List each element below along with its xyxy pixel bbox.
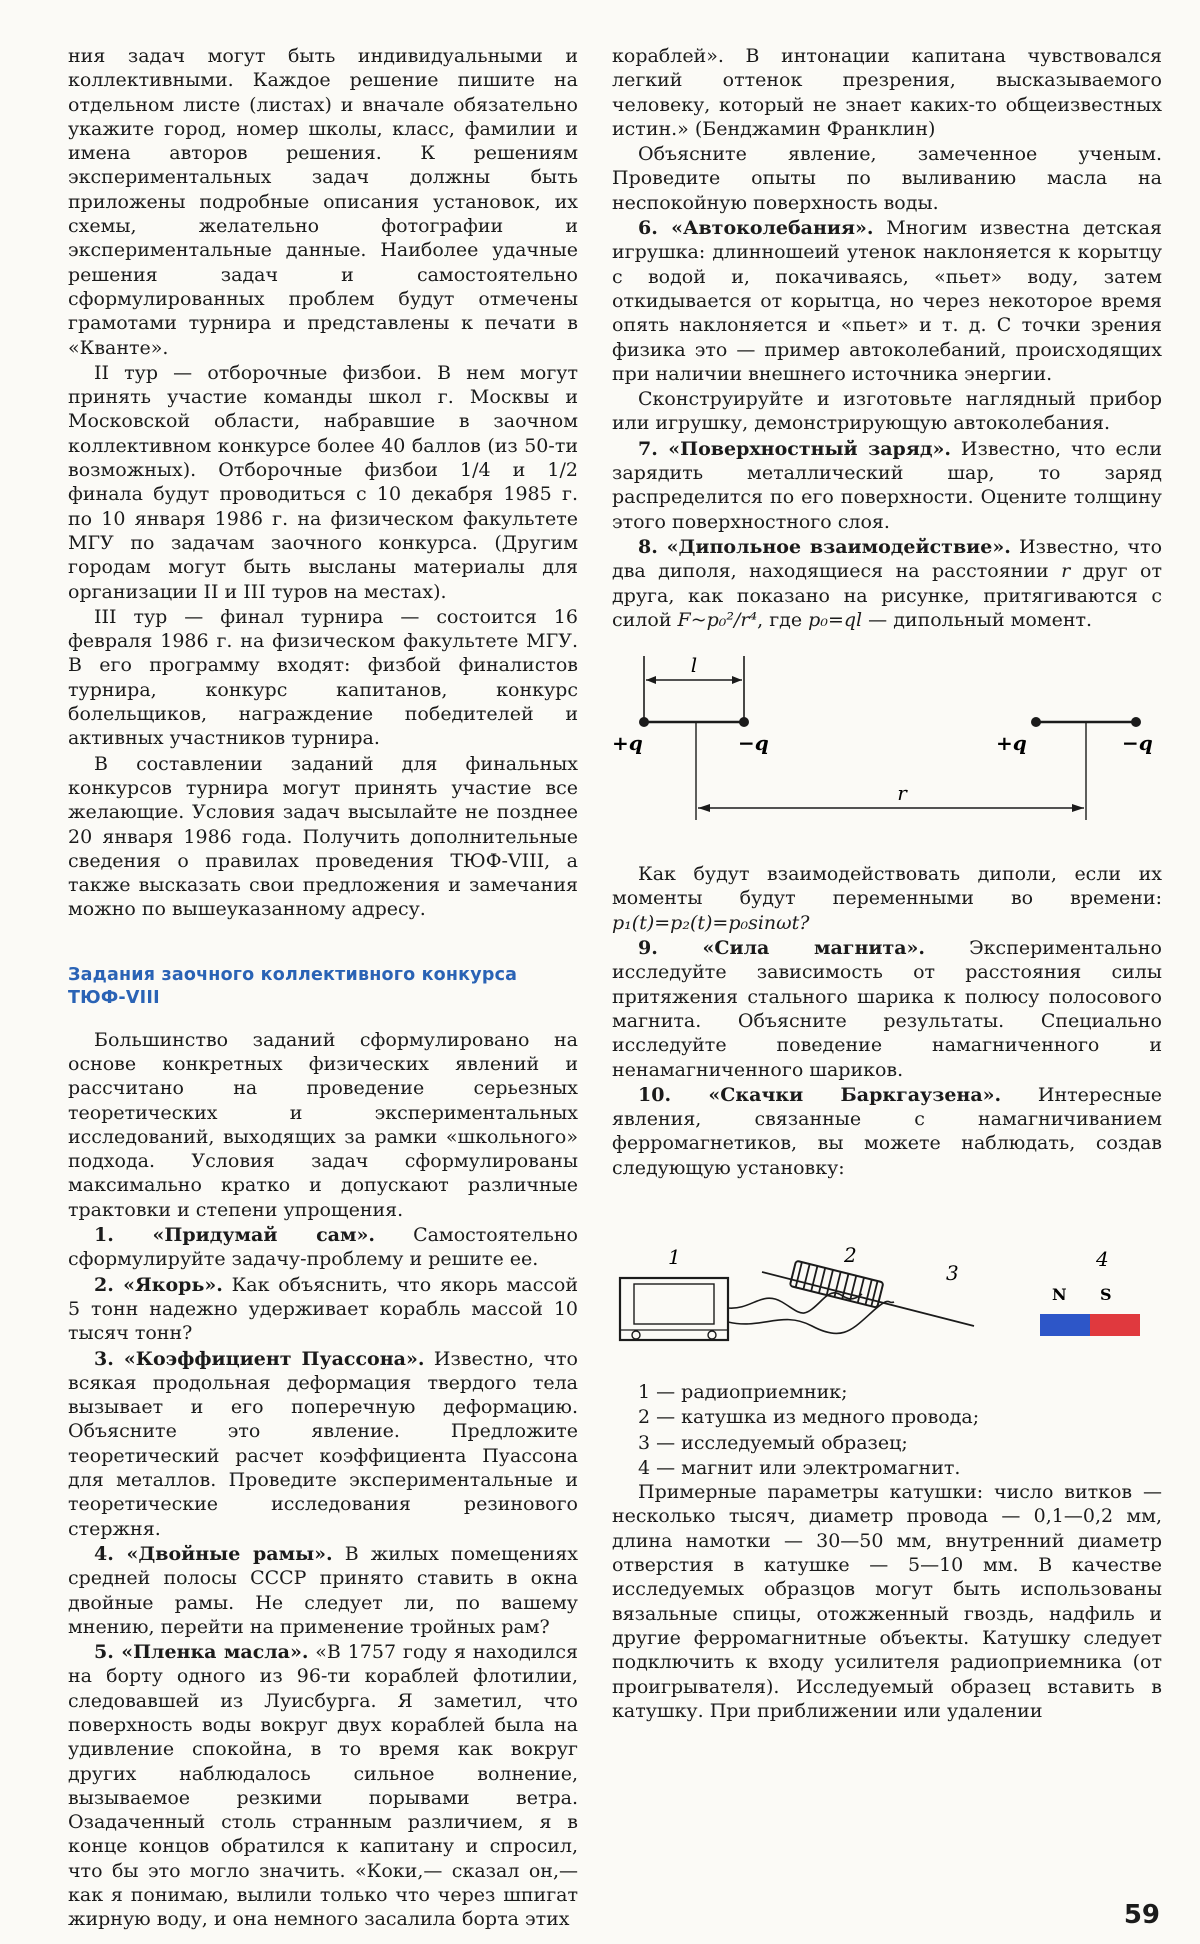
left-column bbox=[68, 44, 578, 1932]
dipole-diagram bbox=[612, 642, 1162, 862]
barkhausen-setup-diagram bbox=[612, 1190, 1162, 1380]
wire-upper bbox=[728, 1293, 862, 1313]
paragraph-coil-params: Примерные параметры катушки: число витков — несколько тысяч, диаметр провода — 0,1—0,2 мм, длина намотки — 30—50 мм, внутренний диаметр отверстия в катушке — 5—10 мм. В качестве исследуемых образцов могут быть использованы вязальные спицы, отожженный гвоздь, надфиль и другие ферромагнитные объекты. Катушку следует подключить к входу усилителя радиоприемника (от проигрывателя). Исследуемый образец вставить в катушку. При приближении или удалении bbox=[612, 1481, 1162, 1722]
sample-needle bbox=[762, 1272, 974, 1326]
task-9-text: Экспериментально исследуйте зависимость от расстояния силы притяжения стального шарика к полюсу полосового магнита. Объясните результаты. Специально исследуйте поведение намагниченного и ненамагниченного шариков. bbox=[612, 937, 1162, 1081]
radio-panel bbox=[634, 1284, 714, 1324]
task-1 bbox=[68, 1223, 578, 1272]
task-8-text-c: , где bbox=[757, 608, 803, 631]
arrow-head bbox=[698, 804, 710, 812]
task-10-title: 10. «Скачки Баркгаузена». bbox=[638, 1083, 1002, 1106]
charge-minus-2 bbox=[1131, 717, 1141, 727]
page-number: 59 bbox=[1123, 1900, 1160, 1930]
coil-turn bbox=[811, 1266, 817, 1291]
task-7-title: 7. «Поверхностный заряд». bbox=[638, 437, 952, 460]
label-plus-q-2: +q bbox=[996, 731, 1027, 756]
legend-item: 3 — исследуемый образец; bbox=[638, 1431, 908, 1454]
radio-knob-right bbox=[708, 1331, 716, 1339]
task-8-text-b: друг от друга, как показано на рисунке, притягиваются с силой bbox=[612, 560, 1162, 631]
task-8-formula-time: p₁(t)=p₂(t)=p₀sinωt? bbox=[612, 911, 810, 934]
task-9 bbox=[612, 936, 1162, 1082]
task-6 bbox=[612, 216, 1162, 386]
charge-plus-2 bbox=[1031, 717, 1041, 727]
task-3-title: 3. «Коэффициент Пуассона». bbox=[94, 1347, 425, 1370]
right-column bbox=[612, 44, 1162, 1723]
paragraph-round-3: III тур — финал турнира — состоится 16 февраля 1986 г. на физическом факультете МГУ. В его программу входят: физбой финалистов турнира, конкурс капитанов, конкурс болельщиков, награждение победителей и активных участников турнира. bbox=[68, 605, 578, 750]
label-4: 4 bbox=[1096, 1246, 1109, 1271]
label-l: l bbox=[690, 653, 698, 678]
coil-turn bbox=[858, 1278, 864, 1303]
legend-item: 1 — радиоприемник; bbox=[638, 1380, 848, 1403]
task-3-text: Известно, что всякая продольная деформация твердого тела вызывает и его поперечную деформацию. Объясните это явление. Предложите теоретический расчет коэффициента Пуассона для металлов. Проведите экспериментальные и теоретические исследования резинового стержня. bbox=[68, 1347, 578, 1540]
task-8-var-r: r bbox=[1061, 560, 1071, 583]
task-10 bbox=[612, 1083, 1162, 1180]
charge-plus-1 bbox=[639, 717, 649, 727]
bar-magnet bbox=[1040, 1285, 1140, 1336]
task-8-continued bbox=[612, 862, 1162, 935]
section-heading: Задания заочного коллективного конкурса ТЮФ-VIII bbox=[68, 964, 518, 1008]
paragraph-quote-end: кораблей». В интонации капитана чувствовался легкий оттенок презрения, высказываемого человеку, который не знает каких-то общеизвестных истин.» (Бенджамин Франклин) bbox=[612, 45, 1162, 140]
label-1: 1 bbox=[668, 1244, 681, 1269]
legend-item: 2 — катушка из медного провода; bbox=[638, 1406, 980, 1429]
magnet-label-n: N bbox=[1052, 1284, 1067, 1304]
label-minus-q-1: −q bbox=[738, 731, 769, 756]
radio-receiver bbox=[620, 1278, 728, 1340]
task-9-title: 9. «Сила магнита». bbox=[638, 937, 926, 960]
copper-coil bbox=[790, 1261, 884, 1308]
task-8-text-a: Известно, что два диполя, находящиеся на расстоянии bbox=[612, 535, 1163, 583]
task-8-formula-moment: p₀=ql bbox=[808, 608, 863, 631]
task-2-title: 2. «Якорь». bbox=[94, 1273, 223, 1296]
label-3: 3 bbox=[946, 1260, 959, 1285]
dipole-figure bbox=[612, 642, 1162, 862]
task-8-title: 8. «Дипольное взаимодействие». bbox=[638, 535, 1011, 558]
task-8-text-d: — дипольный момент. bbox=[868, 608, 1093, 631]
magnet-label-s: S bbox=[1100, 1284, 1112, 1304]
task-10-text: Интересные явления, связанные с намагничиванием ферромагнетиков, вы можете наблюдать, создав следующую установку: bbox=[612, 1083, 1162, 1179]
coil-turn bbox=[850, 1276, 856, 1301]
task-7-text: Известно, что если зарядить металлический шар, то заряд распределится по его поверхности. Оцените толщину этого поверхностного слоя. bbox=[612, 437, 1162, 533]
arrow-head bbox=[732, 676, 742, 684]
task-7 bbox=[612, 437, 1162, 534]
task-4-title: 4. «Двойные рамы». bbox=[94, 1542, 333, 1565]
task-6-continued: Сконструируйте и изготовьте наглядный прибор или игрушку, демонстрирующую автоколебания. bbox=[612, 388, 1162, 435]
task-1-title: 1. «Придумай сам». bbox=[94, 1224, 375, 1247]
magnet-north-pole bbox=[1040, 1314, 1090, 1336]
coil-turn bbox=[827, 1270, 833, 1295]
legend-item: 4 — магнит или электромагнит. bbox=[638, 1456, 961, 1479]
task-3 bbox=[68, 1347, 578, 1541]
coil-turn bbox=[842, 1274, 848, 1299]
paragraph: ния задач могут быть индивидуальными и коллективными. Каждое решение пишите на отдельном листе (листах) и вначале обязательно укажите город, номер школы, класс, фамилии и имена авторов решения. К решениям экспериментальных задач должны быть приложены подробные описания установок, их схемы, желательно фотографии и экспериментальные данные. Наиболее удачные решения задач и самостоятельно сформулированных проблем будут отмечены грамотами турнира и представлены к печати в «Кванте». bbox=[68, 45, 578, 359]
task-5 bbox=[68, 1640, 578, 1932]
label-minus-q-2: −q bbox=[1122, 731, 1153, 756]
arrow-head bbox=[646, 676, 656, 684]
charge-minus-1 bbox=[739, 717, 749, 727]
arrow-head bbox=[1072, 804, 1084, 812]
magnet-south-pole bbox=[1090, 1314, 1140, 1336]
coil-turn bbox=[819, 1268, 825, 1293]
label-plus-q-1: +q bbox=[612, 731, 643, 756]
coil-turn bbox=[803, 1264, 809, 1289]
paragraph-round-2: II тур — отборочные физбои. В нем могут принять участие команды школ г. Москвы и Московской области, набравшие в заочном коллективном конкурсе более 40 баллов (из 50-ти возможных). Отборочные физбои 1/4 и 1/2 финала будут проводиться с 10 декабря 1985 г. по 10 января 1986 г. на физическом факультете МГУ по задачам заочного конкурса. (Другим городам могут быть высланы материалы для организации II и III туров на местах). bbox=[68, 361, 578, 603]
setup-figure bbox=[612, 1190, 1162, 1380]
figure-legend bbox=[612, 1380, 1162, 1480]
paragraph-final-tasks: В составлении заданий для финальных конкурсов турнира могут принять участие все желающие. Условия задач высылайте не позднее 20 января 1986 года. Получить дополнительные сведения о правилах проведения ТЮФ-VIII, а также высказать свои предложения и замечания можно по вышеуказанному адресу. bbox=[68, 752, 578, 921]
task-4 bbox=[68, 1542, 578, 1639]
task-2-text: Как объяснить, что якорь массой 5 тонн надежно удерживает корабль массой 10 тысяч тонн? bbox=[68, 1273, 578, 1345]
paragraph-explain: Объясните явление, замеченное ученым. Проведите опыты по выливанию масла на неспокойную поверхность воды. bbox=[612, 143, 1162, 214]
coil-turn bbox=[871, 1281, 877, 1306]
task-2 bbox=[68, 1273, 578, 1346]
radio-knob-left bbox=[632, 1331, 640, 1339]
task-5-title: 5. «Пленка масла». bbox=[94, 1641, 309, 1664]
label-2: 2 bbox=[844, 1242, 857, 1267]
paragraph-intro: Большинство заданий сформулировано на основе конкретных физических явлений и рассчитано на проведение серьезных теоретических и экспериментальных исследований, выходящих за рамки «школьного» подхода. Условия задач сформулированы максимально кратко и допускают различные трактовки и степени упрощения. bbox=[68, 1028, 578, 1221]
coil-turn bbox=[796, 1262, 802, 1287]
label-r: r bbox=[897, 781, 907, 806]
task-5-text: «В 1757 году я находился на борту одного из 96-ти кораблей флотилии, следовавшей из Луисбурга. Я заметил, что поверхность воды вокруг двух кораблей была на удивление спокойна, в то время как вокруг других наблюдалось сильное волнение, вызываемое резкими порывами ветра. Озадаченный столь странным различием, я в конце концов обратился к капитану и спросил, что бы это могло значить. «Коки,— сказал он,— как я понимаю, вылили только что через шпигат жирную воду, и она немного засалила борта этих bbox=[68, 1641, 579, 1931]
coil-turn bbox=[865, 1280, 871, 1305]
task-6-text: Многим известна детская игрушка: длинношеий утенок наклоняется к корытцу с водой и, покачиваясь, «пьет» воду, затем откидывается от корытца, но через некоторое время опять наклоняется и «пьет» и т. д. С точки зрения физика это — пример автоколебаний, происходящих при наличии внешнего источника энергии. bbox=[612, 217, 1162, 385]
task-8 bbox=[612, 535, 1162, 632]
task-1-text: Самостоятельно сформулируйте задачу-проблему и решите ее. bbox=[68, 1224, 578, 1271]
task-4-text: В жилых помещениях средней полосы СССР принято ставить в окна двойные рамы. Не следует ли, по вашему мнению, перейти на применение тройных рам? bbox=[68, 1542, 578, 1638]
task-8-formula-force: F~p₀²/r⁴ bbox=[677, 608, 758, 631]
task-8-question: Как будут взаимодействовать диполи, если их моменты будут переменными во времени: bbox=[612, 863, 1162, 910]
task-6-title: 6. «Автоколебания». bbox=[638, 217, 874, 240]
